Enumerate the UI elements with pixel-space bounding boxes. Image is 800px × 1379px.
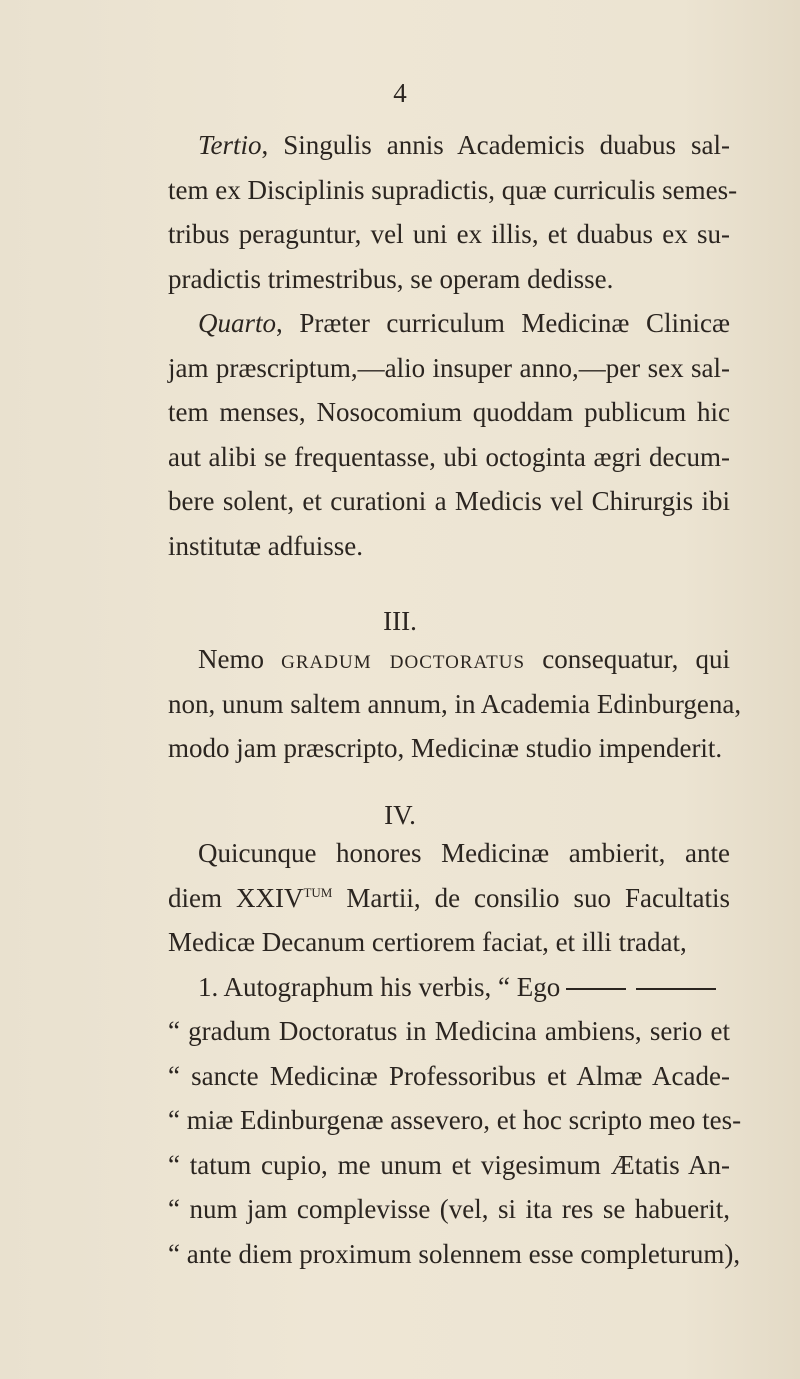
paragraph-quarto xyxy=(168,301,730,568)
line-text: Nemo xyxy=(198,644,282,674)
text-line: Quicunque honores Medicinæ ambierit, ante xyxy=(198,838,730,868)
paragraph-quicunque xyxy=(168,831,742,1276)
text-line: tribus peraguntur, vel uni ex illis, et duabus ex su- xyxy=(168,219,730,249)
line-text: Martii, de consilio suo Facultatis xyxy=(332,882,730,913)
quote-line: “ sancte Medicinæ Professoribus et Almæ Acade- xyxy=(168,1060,730,1091)
text-line xyxy=(168,301,730,346)
section-heading-iii: III. xyxy=(383,606,417,636)
text-line xyxy=(168,637,730,682)
paragraph-nemo xyxy=(168,637,742,771)
italic-lead: Tertio xyxy=(198,130,262,160)
text-line xyxy=(168,123,730,168)
blank-rule xyxy=(636,988,716,990)
text-line: non, unum saltem annum, in Academia Edinburgena, xyxy=(168,688,742,719)
line-text: diem XXIV xyxy=(168,882,304,913)
quote-line: “ tatum cupio, me unum et vigesimum Ætatis An- xyxy=(168,1149,730,1180)
quote-line: “ num jam complevisse (vel, si ita res se habuerit, xyxy=(168,1194,730,1224)
text-line: tem ex Disciplinis supradictis, quæ curriculis semes- xyxy=(168,174,738,205)
text-line: modo jam præscripto, Medicinæ studio impenderit. xyxy=(168,733,723,763)
text-line: Medicæ Decanum certiorem faciat, et illi tradat, xyxy=(168,927,687,957)
line-text: , Singulis annis Academicis duabus sal- xyxy=(261,130,730,160)
line-text: , Præter curriculum Medicinæ Clinicæ xyxy=(276,308,730,338)
text-line: institutæ adfuisse. xyxy=(168,530,363,561)
quote-line: “ gradum Doctoratus in Medicina ambiens, serio et xyxy=(168,1016,730,1046)
text-line xyxy=(168,876,730,921)
line-text: consequatur, qui xyxy=(525,644,731,674)
quote-line: “ ante diem proximum solennem esse completurum), xyxy=(168,1238,741,1269)
text-line: tem menses, Nosocomium quoddam publicum hic xyxy=(168,397,730,427)
blank-rule xyxy=(566,988,626,990)
text-line: jam præscriptum,—alio insuper anno,—per sex sal- xyxy=(168,352,730,383)
text-line: aut alibi se frequentasse, ubi octoginta ægri decum- xyxy=(168,441,730,472)
quote-line: “ miæ Edinburgenæ assevero, et hoc scripto meo tes- xyxy=(168,1105,742,1135)
line-text: 1. Autographum his verbis, “ Ego xyxy=(198,971,561,1002)
text-line xyxy=(168,965,730,1010)
section-heading-iv: IV. xyxy=(384,800,416,830)
italic-lead: Quarto xyxy=(198,308,277,338)
page-number: 4 xyxy=(393,78,407,108)
text-line: bere solent, et curationi a Medicis vel Chirurgis ibi xyxy=(168,486,730,516)
small-caps-term: gradum doctoratus xyxy=(281,644,526,674)
text-line: pradictis trimestribus, se operam dedisse. xyxy=(168,263,614,294)
superscript: TUM xyxy=(303,884,333,900)
paragraph-tertio xyxy=(168,123,738,301)
